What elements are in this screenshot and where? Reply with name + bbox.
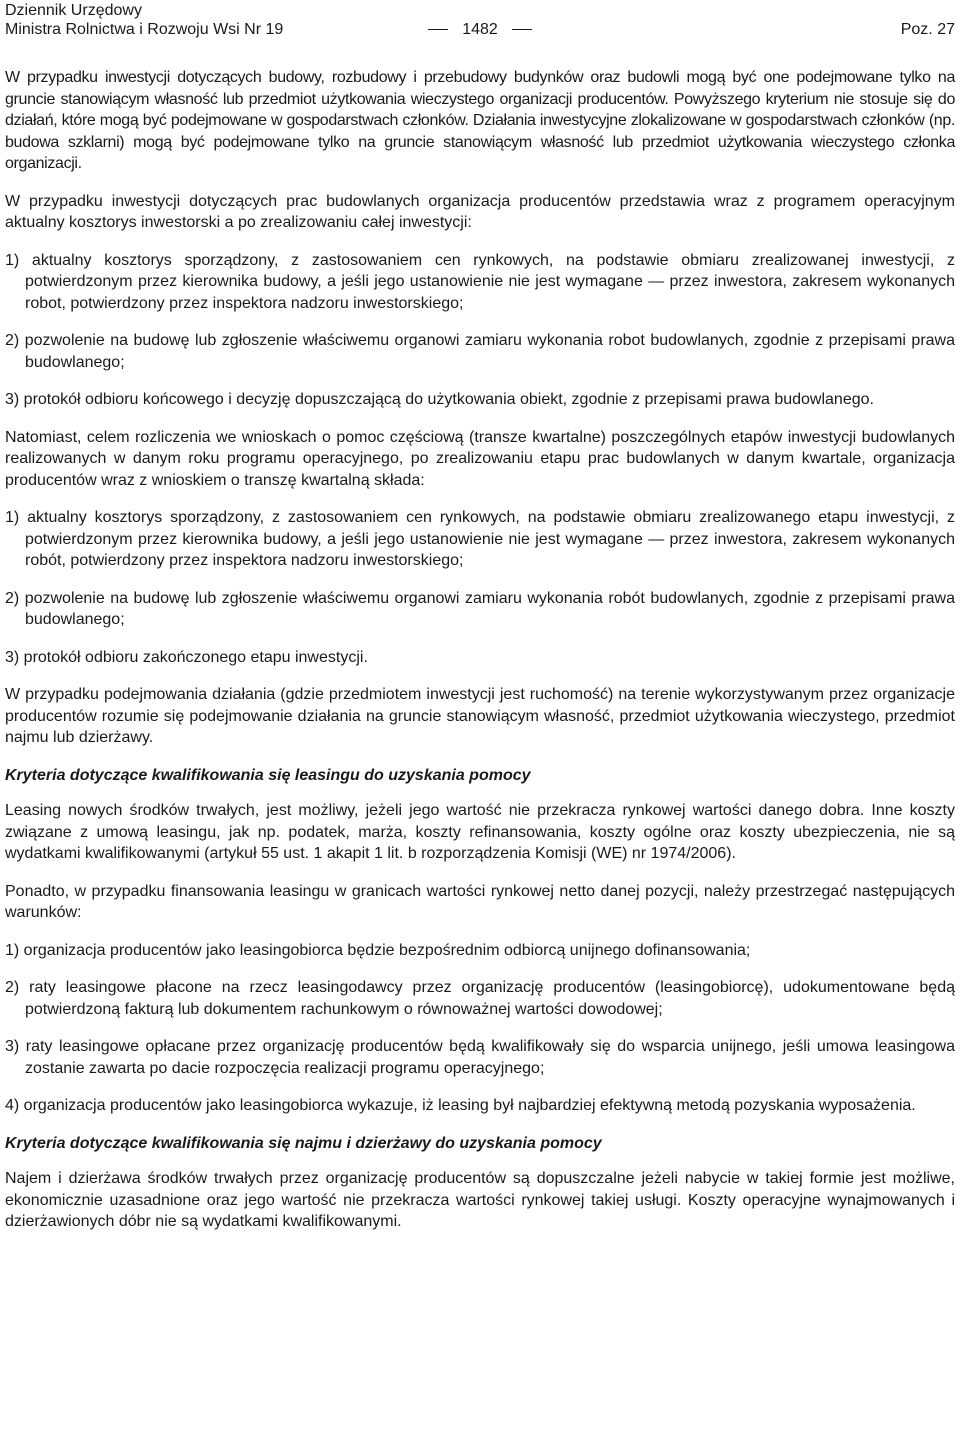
list-item: 3) raty leasingowe opłacane przez organizację producentów będą kwalifikowały się do wsparcia unijnego, jeśli umowa leasingowa zostanie zawarta po dacie rozpoczęcia realizacji programu operacyjnego; bbox=[5, 1038, 955, 1077]
section-heading-rental: Kryteria dotyczące kwalifikowania się najmu i dzierżawy do uzyskania pomocy bbox=[5, 1134, 602, 1152]
paragraph-movables: W przypadku podejmowania działania (gdzie przedmiotem inwestycji jest ruchomość) na terenie wykorzystywanym przez organizacje producentów rozumie się podejmowanie działania na gruncie stanowiącym własność, przedmiot użytkowania wieczystego, przedmiot najmu lub dzierżawy. bbox=[5, 686, 955, 746]
list-item: 2) pozwolenie na budowę lub zgłoszenie właściwemu organowi zamiaru wykonania robót budowlanych, zgodnie z przepisami prawa budowlanego; bbox=[5, 589, 955, 628]
section-heading-leasing: Kryteria dotyczące kwalifikowania się leasingu do uzyskania pomocy bbox=[5, 766, 531, 784]
dash-left bbox=[428, 29, 448, 30]
list-item: 3) protokół odbioru końcowego i decyzję dopuszczającą do użytkowania obiekt, zgodnie z przepisami prawa budowlanego. bbox=[5, 391, 874, 408]
list-item: 1) aktualny kosztorys sporządzony, z zastosowaniem cen rynkowych, na podstawie obmiaru zrealizowanej inwestycji, z potwierdzonym przez kierownika budowy, a jeśli jego ustanowienie nie jest wymagane — przez inwestora, zakresem wykonanych robot, potwierdzony przez inspektora nadzoru inwestorskiego; bbox=[5, 251, 955, 312]
paragraph-leasing: Leasing nowych środków trwałych, jest możliwy, jeżeli jego wartość nie przekracza rynkowej wartości danego dobra. Inne koszty związane z umową leasingu, jak np. podatek, marża, koszty refinansowania, koszty ogólne oraz koszty ubezpieczenia, nie są wydatkami kwalifikowanymi (artykuł 55 ust. 1 akapit 1 lit. b rozporządzenia Komisji (WE) nr 1974/2006). bbox=[5, 802, 955, 862]
position-number: Poz. 27 bbox=[900, 21, 955, 38]
page-number-text: 1482 bbox=[462, 21, 498, 38]
document-body bbox=[5, 67, 955, 1249]
page-header bbox=[5, 0, 955, 44]
list-item: 1) organizacja producentów jako leasingobiorca będzie bezpośrednim odbiorcą unijnego dofinansowania; bbox=[5, 941, 751, 959]
paragraph-rental: Najem i dzierżawa środków trwałych przez organizację producentów są dopuszczalne jeżeli nabycie w takiej formie jest możliwe, ekonomicznie uzasadnione oraz jego wartość nie przekracza wartości rynkowej takiej usługi. Koszty operacyjne wynajmowanych i dzierżawionych dóbr nie są wydatkami kwalifikowanymi. bbox=[5, 1170, 955, 1230]
page-number bbox=[5, 20, 955, 39]
paragraph-leasing-conditions: Ponadto, w przypadku finansowania leasingu w granicach wartości rynkowej netto danej pozycji, należy przestrzegać następujących warunków: bbox=[5, 882, 955, 921]
list-item: 1) aktualny kosztorys sporządzony, z zastosowaniem cen rynkowych, na podstawie obmiaru zrealizowanego etapu inwestycji, z potwierdzonym przez kierownika budowy, a jeśli jego ustanowienie nie jest wymagane — przez inwestora, zakresem wykonanych robót, potwierdzony przez inspektora nadzoru inwestorskiego; bbox=[5, 509, 955, 569]
list-item: 4) organizacja producentów jako leasingobiorca wykazuje, iż leasing był najbardziej efektywną metodą pozyskania wyposażenia. bbox=[5, 1097, 916, 1114]
dash-right bbox=[512, 29, 532, 30]
journal-issue: Ministra Rolnictwa i Rozwoju Wsi Nr 19 bbox=[5, 21, 284, 38]
list-item: 2) pozwolenie na budowę lub zgłoszenie właściwemu organowi zamiaru wykonania robot budowlanych, zgodnie z przepisami prawa budowlanego; bbox=[5, 332, 955, 371]
list-item: 3) protokół odbioru zakończonego etapu inwestycji. bbox=[5, 648, 368, 666]
paragraph-quarterly: Natomiast, celem rozliczenia we wnioskach o pomoc częściową (transze kwartalne) poszczególnych etapów inwestycji budowlanych realizowanych w danym roku programu operacyjnego, po zrealizowaniu etapu prac budowlanych w danym kwartale, organizacja producentów wraz z wnioskiem o transzę kwartalną składa: bbox=[5, 428, 955, 489]
paragraph-ownership: W przypadku inwestycji dotyczących budowy, rozbudowy i przebudowy budynków oraz budowli mogą być one podejmowane tylko na gruncie stanowiącym własność lub przedmiot użytkowania wieczystego organizacji producentów. Powyższego kryterium nie stosuje się do działań, które mogą być podejmowane w gospodarstwach członków. Działania inwestycyjne zlokalizowane w gospodarstwach członków (np. budowa szklarni) mogą być podejmowane tylko na gruncie stanowiącym własność lub przedmiot użytkowania wieczystego członka organizacji. bbox=[5, 69, 955, 172]
paragraph-construction-intro: W przypadku inwestycji dotyczących prac budowlanych organizacja producentów przedstawia wraz z programem operacyjnym aktualny kosztorys inwestorski a po zrealizowaniu całej inwestycji: bbox=[5, 192, 955, 231]
journal-name: Dziennik Urzędowy bbox=[5, 2, 142, 19]
list-item: 2) raty leasingowe płacone na rzecz leasingodawcy przez organizację producentów (leasingobiorcę), udokumentowane będą potwierdzoną fakturą lub dokumentem rachunkowym o równoważnej wartości dowodowej; bbox=[5, 979, 955, 1018]
